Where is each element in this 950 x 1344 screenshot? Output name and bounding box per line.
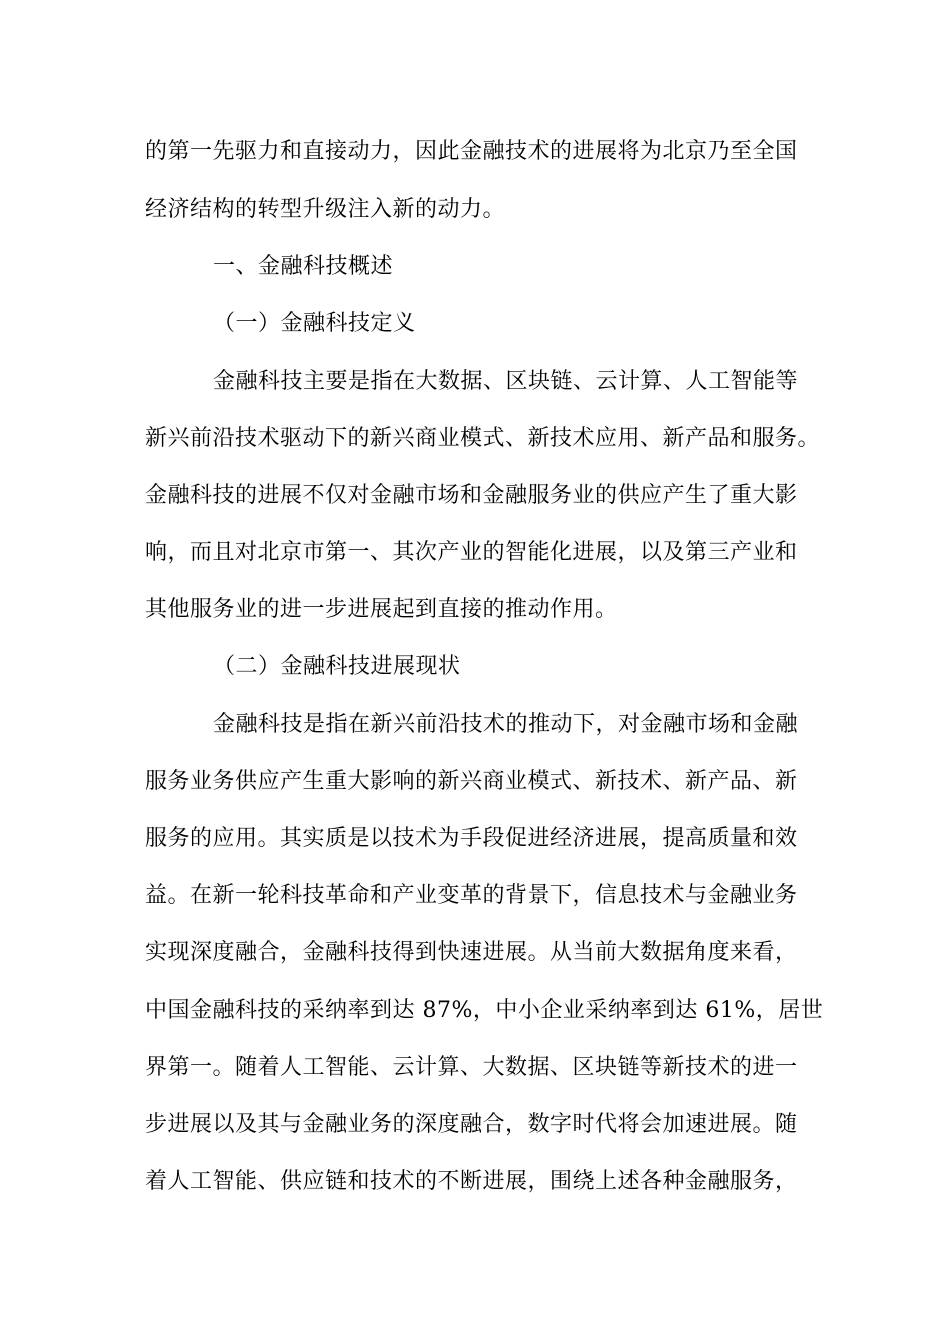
paragraph-line: 服务的应用。其实质是以技术为手段促进经济进展，提高质量和效 [145,826,798,851]
paragraph-line: 步进展以及其与金融业务的深度融合，数字时代将会加速进展。随 [145,1112,798,1137]
paragraph-line: 金融科技主要是指在大数据、区块链、云计算、人工智能等 [213,369,799,394]
subsection-heading: （二）金融科技进展现状 [213,654,461,679]
paragraph-line: 益。在新一轮科技革命和产业变革的背景下，信息技术与金融业务 [145,883,798,908]
paragraph-line: 中国金融科技的采纳率到达 87%，中小企业采纳率到达 61%，居世 [145,998,824,1023]
paragraph-line: 的第一先驱力和直接动力，因此金融技术的进展将为北京乃至全国 [145,139,798,164]
subsection-heading: （一）金融科技定义 [213,311,416,336]
paragraph-line: 经济结构的转型升级注入新的动力。 [145,197,506,222]
section-heading: 一、金融科技概述 [213,254,394,279]
paragraph-line: 金融科技的进展不仅对金融市场和金融服务业的供应产生了重大影 [145,483,798,508]
paragraph-line: 实现深度融合，金融科技得到快速进展。从当前大数据角度来看， [145,940,798,965]
paragraph-line: 响，而且对北京市第一、其次产业的智能化进展，以及第三产业和 [145,540,798,565]
paragraph-line: 着人工智能、供应链和技术的不断进展，围绕上述各种金融服务， [145,1169,798,1194]
paragraph-line: 界第一。随着人工智能、云计算、大数据、区块链等新技术的进一 [145,1055,798,1080]
paragraph-line: 金融科技是指在新兴前沿技术的推动下，对金融市场和金融 [213,712,799,737]
paragraph-line: 新兴前沿技术驱动下的新兴商业模式、新技术应用、新产品和服务。 [145,426,821,451]
paragraph-line: 其他服务业的进一步进展起到直接的推动作用。 [145,597,618,622]
paragraph-line: 服务业务供应产生重大影响的新兴商业模式、新技术、新产品、新 [145,769,798,794]
